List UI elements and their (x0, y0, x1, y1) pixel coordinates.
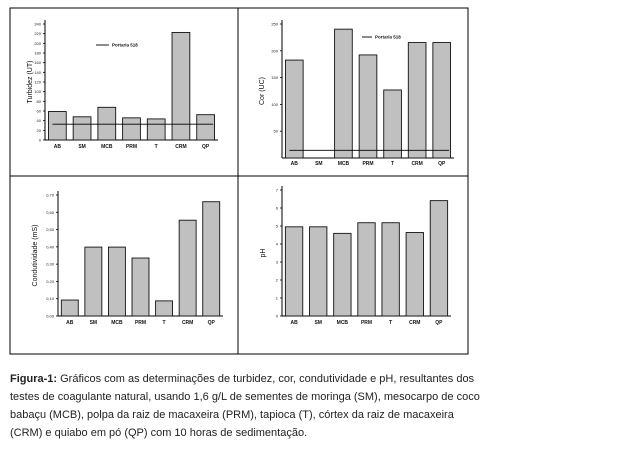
color-chart (259, 20, 454, 167)
bar-qp (203, 202, 220, 316)
y-tick-label: 200 (271, 48, 278, 54)
y-axis-label: Turbidez (UT) (27, 60, 34, 104)
y-tick-label: 50 (273, 128, 278, 134)
y-tick-label: 0,30 (46, 261, 54, 267)
bar-ab (285, 60, 303, 158)
legend-label: Portaria 518 (375, 34, 401, 40)
x-tick-label: MCB (336, 320, 349, 326)
y-tick-label: 60 (36, 108, 41, 114)
bar-mcb (108, 247, 125, 316)
y-tick-label: 100 (34, 89, 41, 95)
y-tick-label: 150 (271, 75, 278, 81)
x-tick-label: AB (66, 320, 74, 326)
y-tick-label: 0,70 (46, 192, 54, 198)
y-tick-label: 200 (34, 40, 41, 46)
x-tick-label: SM (314, 320, 322, 326)
x-tick-label: QP (438, 161, 446, 167)
turbidity-chart (27, 20, 218, 150)
x-tick-label: MCB (111, 320, 123, 326)
x-tick-label: PRM (360, 320, 373, 326)
y-tick-label: 140 (34, 69, 41, 75)
y-tick-label: 7 (275, 187, 278, 193)
bar-ab (285, 227, 302, 316)
y-tick-label: 2 (275, 277, 278, 283)
legend-label: Portaria 518 (112, 42, 138, 48)
x-tick-label: SM (78, 144, 86, 150)
bar-qp (430, 201, 447, 316)
x-tick-label: QP (207, 320, 215, 326)
y-tick-label: 0 (275, 313, 278, 319)
y-tick-label: 240 (34, 21, 41, 27)
bar-prm (123, 118, 141, 140)
y-tick-label: 180 (34, 50, 41, 56)
y-axis-label: Cor (UC) (259, 77, 266, 105)
y-tick-label: 0,40 (46, 244, 54, 250)
y-tick-label: 20 (36, 127, 41, 133)
bar-qp (197, 115, 215, 140)
x-tick-label: CRM (175, 144, 187, 150)
x-tick-label: CRM (411, 161, 423, 167)
y-tick-label: 250 (271, 21, 278, 27)
x-tick-label: PRM (125, 144, 138, 150)
bar-crm (179, 220, 196, 316)
caption-label: Figura-1: (10, 373, 58, 385)
y-tick-label: 5 (275, 223, 278, 229)
x-tick-label: CRM (409, 320, 421, 326)
bar-sm (85, 247, 102, 316)
ph-chart (260, 186, 451, 326)
x-tick-label: PRM (362, 161, 374, 167)
x-tick-label: AB (290, 161, 298, 167)
y-tick-label: 220 (34, 31, 41, 37)
bar-ab (48, 112, 66, 140)
x-tick-label: T (162, 320, 166, 326)
bar-ab (61, 300, 78, 316)
y-axis-label: pH (260, 248, 267, 258)
y-tick-label: 120 (34, 79, 41, 85)
y-tick-label: 80 (36, 98, 41, 104)
y-tick-label: 0,10 (46, 296, 54, 302)
y-axis-label: Condutividade (mS) (32, 224, 39, 287)
x-tick-label: T (391, 161, 395, 167)
y-tick-label: 3 (275, 259, 278, 265)
bar-t (147, 119, 165, 140)
x-tick-label: AB (290, 320, 298, 326)
x-tick-label: PRM (134, 320, 147, 326)
bar-mcb (334, 233, 351, 316)
y-tick-label: 6 (275, 205, 278, 211)
x-tick-label: AB (53, 144, 61, 150)
bar-sm (73, 117, 91, 140)
y-tick-label: 40 (36, 118, 41, 124)
bar-qp (433, 43, 451, 158)
conductivity-chart (32, 191, 223, 326)
bar-mcb (98, 107, 116, 140)
bar-prm (359, 55, 377, 158)
caption-text: Gráficos com as determinações de turbidez, cor, condutividade e pH, resultantes dos testes de coagulante natural, usando 1,6 g/L de sementes de moringa (SM), mesocarpo de coco babaçu (MCB), polpa da raiz de macaxeira (PRM), tapioca (T), córtex da raiz de macaxeira (CRM) e quiabo em pó (QP) com 10 horas de sedimentação. (10, 373, 480, 439)
bar-mcb (335, 29, 353, 158)
bar-prm (358, 223, 375, 316)
x-tick-label: T (154, 144, 158, 150)
y-tick-label: 0 (38, 137, 41, 143)
x-tick-label: QP (435, 320, 443, 326)
x-tick-label: QP (202, 144, 210, 150)
bar-t (382, 223, 399, 316)
bar-crm (406, 233, 423, 316)
y-tick-label: 0,60 (46, 209, 54, 215)
y-tick-label: 0,20 (46, 278, 54, 284)
bar-t (384, 90, 402, 158)
x-tick-label: MCB (337, 161, 350, 167)
x-tick-label: T (389, 320, 393, 326)
x-tick-label: CRM (181, 320, 194, 326)
bar-crm (408, 43, 426, 158)
y-tick-label: 100 (271, 101, 278, 107)
y-tick-label: 4 (275, 241, 278, 247)
figure-caption (10, 370, 480, 442)
y-tick-label: 0,50 (46, 227, 54, 233)
bar-sm (310, 227, 327, 316)
x-tick-label: SM (315, 161, 323, 167)
y-tick-label: 1 (275, 295, 278, 301)
y-tick-label: 160 (34, 60, 41, 66)
bar-t (156, 301, 173, 316)
x-tick-label: SM (89, 320, 98, 326)
bar-prm (132, 258, 149, 316)
x-tick-label: MCB (101, 144, 113, 150)
y-tick-label: 0,00 (46, 313, 54, 319)
